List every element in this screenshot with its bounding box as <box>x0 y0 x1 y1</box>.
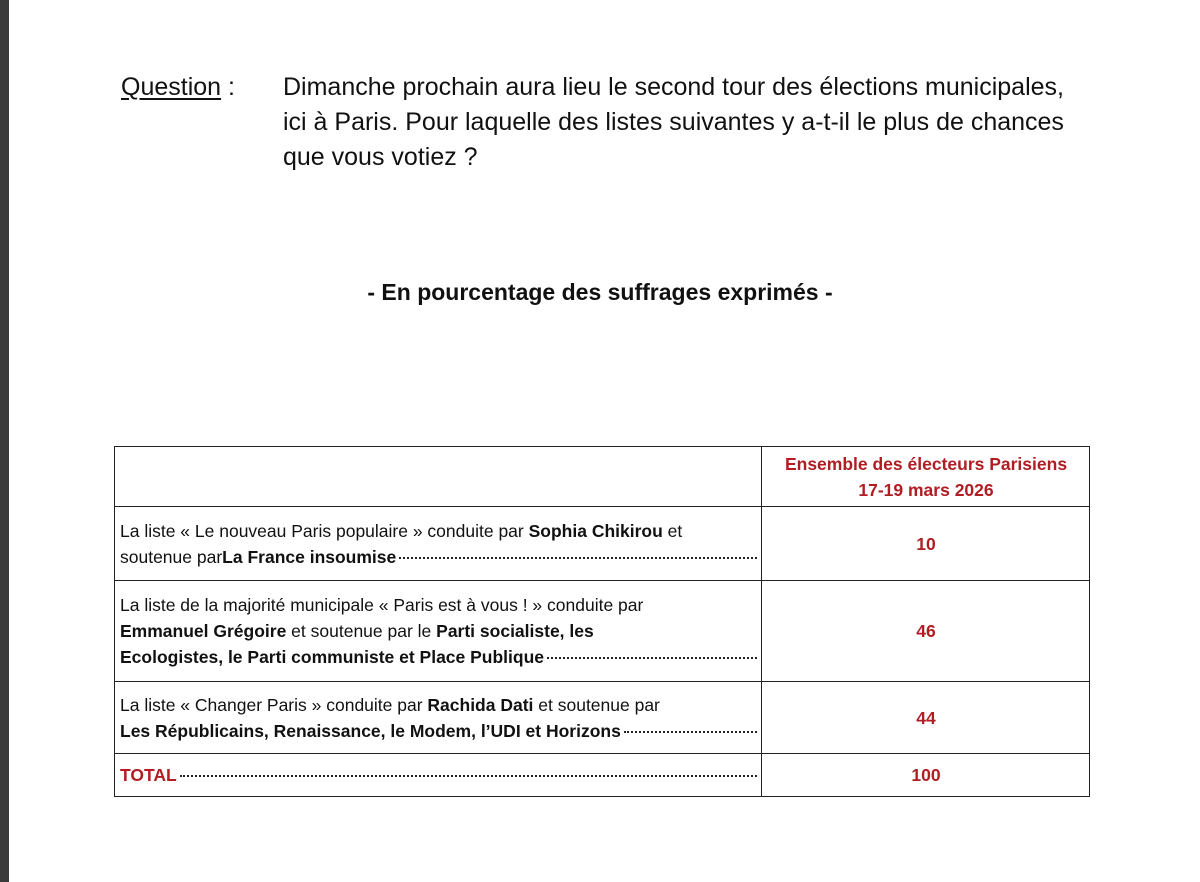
dotted-leader <box>399 557 757 559</box>
list-description-line: La liste de la majorité municipale « Paris est à vous ! » conduite par <box>120 595 644 615</box>
candidate-name: Sophia Chikirou <box>528 520 663 541</box>
table-row <box>115 581 1090 682</box>
total-line <box>120 762 757 788</box>
list-description-line: Emmanuel Grégoire et soutenue par le Parti socialiste, les <box>120 621 594 641</box>
page-edge-shadow <box>0 0 9 882</box>
question-label: Question : <box>121 73 235 101</box>
party-name: Ecologistes, le Parti communiste et Place Publique <box>120 647 545 667</box>
party-name: Les Républicains, Renaissance, le Modem, l’UDI et Horizons <box>120 720 621 741</box>
total-row <box>115 754 1090 797</box>
party-name: La France insoumise <box>222 546 397 567</box>
candidate-name: Emmanuel Grégoire <box>120 621 287 641</box>
list-description-line: La liste « Le nouveau Paris populaire » conduite par Sophia Chikirou et <box>120 520 683 541</box>
total-value: 100 <box>762 754 1090 797</box>
list-description-line <box>120 644 757 670</box>
table-row <box>115 682 1090 754</box>
percentage-value: 10 <box>762 507 1090 581</box>
total-label-cell <box>115 754 762 797</box>
list-description-line <box>120 718 757 744</box>
header-empty-cell <box>115 447 762 507</box>
results-table <box>114 446 1090 797</box>
header-title-line-1: Ensemble des électeurs Parisiens <box>784 453 1068 474</box>
question-text <box>283 70 1103 175</box>
candidate-name: Rachida Dati <box>427 694 534 715</box>
list-description-cell <box>115 507 762 581</box>
list-description-line: La liste « Changer Paris » conduite par Rachida Dati et soutenue par <box>120 694 660 715</box>
question-line-1: Dimanche prochain aura lieu le second tour des élections municipales, <box>283 73 1064 101</box>
percentage-value: 46 <box>762 581 1090 682</box>
header-title-line-2: 17-19 mars 2026 <box>858 479 994 500</box>
percentage-value: 44 <box>762 682 1090 754</box>
header-column-title <box>762 447 1090 507</box>
list-description-cell <box>115 682 762 754</box>
question-line-3: que vous votiez ? <box>283 143 478 171</box>
dotted-leader <box>180 775 757 777</box>
list-description-line: soutenue par La France insoumise <box>120 544 757 570</box>
question-line-2: ici à Paris. Pour laquelle des listes suivantes y a-t-il le plus de chances <box>283 108 1064 136</box>
dotted-leader <box>624 731 757 733</box>
list-description-cell <box>115 581 762 682</box>
table-row <box>115 507 1090 581</box>
party-name: Parti socialiste, les <box>436 621 594 641</box>
subtitle: - En pourcentage des suffrages exprimés - <box>367 279 833 305</box>
total-label: TOTAL <box>120 765 177 785</box>
table-header-row <box>115 447 1090 507</box>
dotted-leader <box>547 657 757 659</box>
